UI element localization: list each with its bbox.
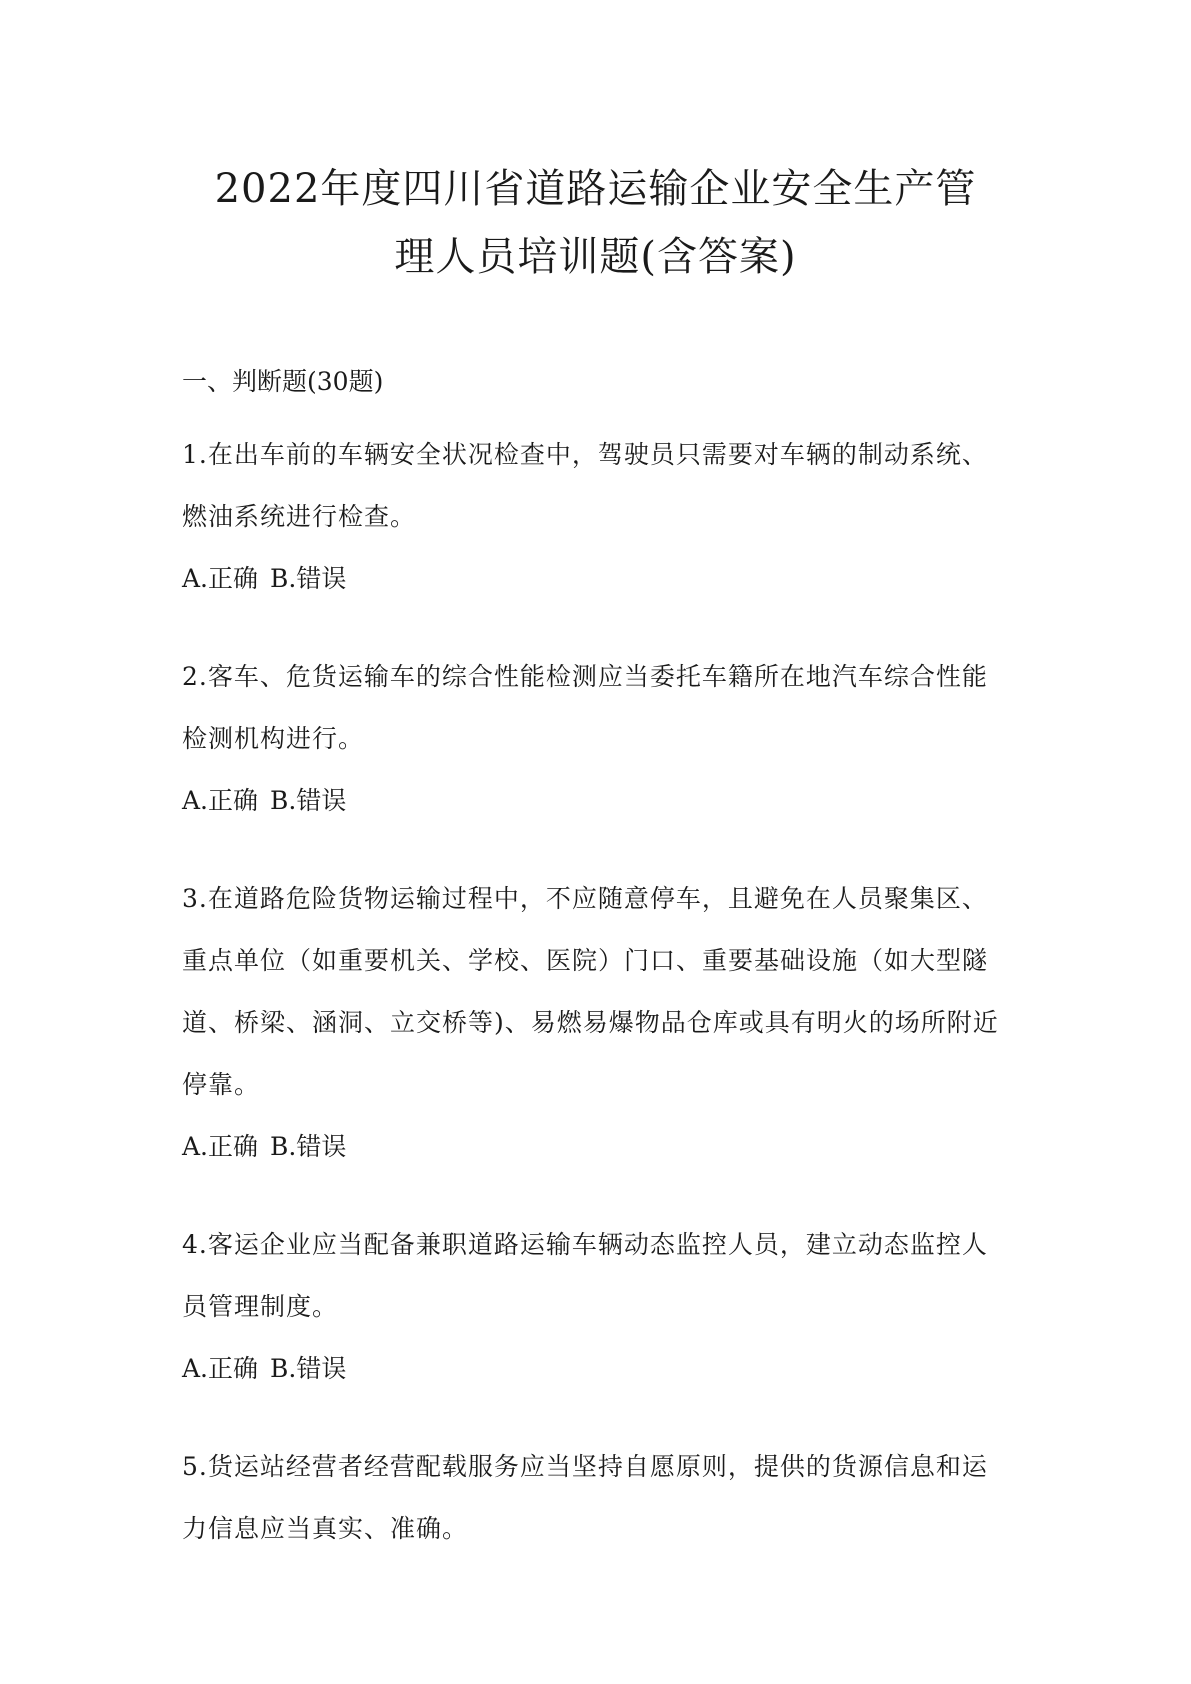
question-text-line: 4.客运企业应当配备兼职道路运输车辆动态监控人员，建立动态监控人 — [182, 1230, 988, 1259]
question-text-line: 道、桥梁、涵洞、立交桥等)、易燃易爆物品仓库或具有明火的场所附近 — [182, 1008, 999, 1037]
question-text-line: 力信息应当真实、准确。 — [182, 1514, 469, 1543]
option-b: B.错误 — [270, 564, 347, 593]
question-text-line: 5.货运站经营者经营配载服务应当坚持自愿原则，提供的货源信息和运 — [182, 1452, 988, 1481]
question-1 — [182, 424, 1022, 610]
option-b: B.错误 — [270, 1132, 347, 1161]
question-2 — [182, 646, 1022, 832]
option-a: A.正确 — [182, 1132, 259, 1161]
question-3 — [182, 868, 1022, 1178]
section-heading: 一、判断题(30题) — [182, 367, 384, 396]
question-text-line: 停靠。 — [182, 1070, 261, 1099]
question-text-line: 重点单位（如重要机关、学校、医院）门口、重要基础设施（如大型隧 — [182, 946, 989, 975]
question-text-line: 员管理制度。 — [182, 1292, 339, 1321]
question-text-line: 2.客车、危货运输车的综合性能检测应当委托车籍所在地汽车综合性能 — [182, 662, 988, 691]
answer-options — [182, 1116, 1022, 1178]
title-line-2: 理人员培训题(含答案) — [394, 233, 797, 280]
answer-options — [182, 1338, 1022, 1400]
question-text-line: 1.在出车前的车辆安全状况检查中，驾驶员只需要对车辆的制动系统、 — [182, 440, 988, 469]
question-text-line: 3.在道路危险货物运输过程中，不应随意停车，且避免在人员聚集区、 — [182, 884, 988, 913]
option-b: B.错误 — [270, 786, 347, 815]
option-a: A.正确 — [182, 1354, 259, 1383]
document-title — [150, 155, 1041, 291]
question-5 — [182, 1436, 1022, 1560]
question-4 — [182, 1214, 1022, 1400]
question-text-line: 检测机构进行。 — [182, 724, 365, 753]
document-body — [182, 360, 1022, 1596]
title-line-1: 2022年度四川省道路运输企业安全生产管 — [214, 165, 977, 212]
answer-options — [182, 548, 1022, 610]
option-b: B.错误 — [270, 1354, 347, 1383]
question-text-line: 燃油系统进行检查。 — [182, 502, 417, 531]
answer-options — [182, 770, 1022, 832]
option-a: A.正确 — [182, 786, 259, 815]
option-a: A.正确 — [182, 564, 259, 593]
